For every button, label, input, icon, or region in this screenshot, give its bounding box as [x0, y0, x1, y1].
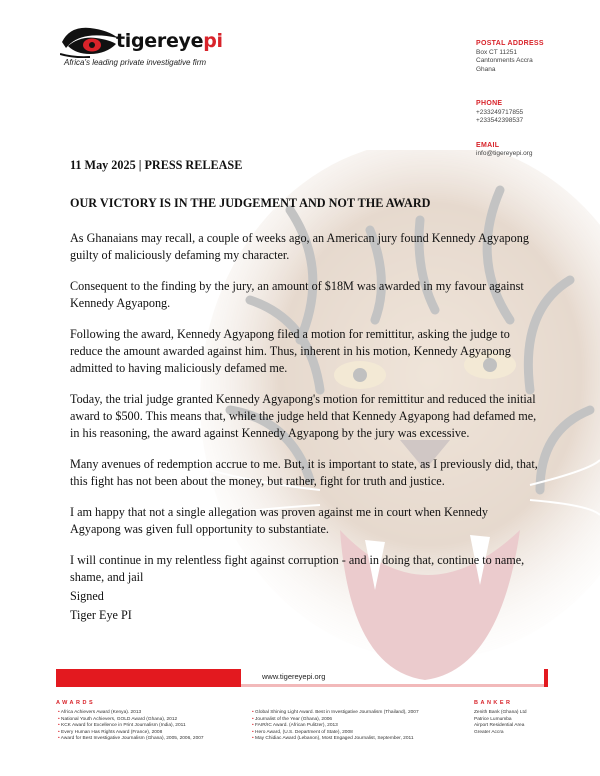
banker-line: Zenith Bank (Ghana) Ltd — [474, 710, 527, 715]
award-item: • Global Shining Light Award. Best in Investigative Journalism (Thailand), 2007 — [252, 710, 462, 717]
brand-name-main: tigereye — [116, 30, 204, 52]
awards-list-left — [58, 710, 248, 743]
award-item: • FAIR/IC Award. (African Pulitzer), 2013 — [252, 723, 462, 730]
award-item: • Every Human Has Rights Award (France), 2008 — [58, 730, 248, 737]
brand-logo — [60, 22, 260, 70]
press-release-body — [70, 157, 540, 624]
body-paragraph: As Ghanaians may recall, a couple of weeks ago, an American jury found Kennedy Agyapong guilty of maliciously defaming my character. — [70, 231, 529, 262]
phone-label: PHONE — [476, 100, 503, 107]
award-item: • Journalist of the Year (Ghana), 2006 — [252, 717, 462, 724]
body-paragraph: Consequent to the finding by the jury, an amount of $18M was awarded in my favour against Kennedy Agyapong. — [70, 279, 524, 310]
headline: OUR VICTORY IS IN THE JUDGEMENT AND NOT THE AWARD — [70, 196, 431, 210]
phone-number: +233249717855 — [476, 108, 524, 116]
award-item: • Hero Award, (U.S. Department of State), 2008 — [252, 730, 462, 737]
banker-label: BANKER — [474, 700, 513, 706]
banker-line: Greater Accra — [474, 729, 504, 735]
banker-details — [474, 710, 564, 736]
postal-line: Box CT 11251 — [476, 48, 517, 56]
banker-line: Patrice Lumumba — [474, 716, 512, 722]
signed-label: Signed — [70, 589, 104, 603]
award-item: • National Youth Achievers, GOLD Award (Ghana), 2012 — [58, 717, 248, 724]
signatory: Tiger Eye PI — [70, 608, 132, 622]
phone-number: +233542398537 — [476, 117, 524, 124]
dateline: 11 May 2025 | PRESS RELEASE — [70, 158, 243, 172]
award-item: • Award for Best Investigative Journalism (Ghana), 2005, 2006, 2007 — [58, 736, 248, 743]
tiger-eye-logo-icon — [60, 24, 122, 58]
award-item: • Africa Achievers Award (Kenya). 2013 — [58, 710, 248, 717]
footer-red-bar — [56, 669, 241, 687]
footer-red-tab — [544, 669, 548, 687]
banker-line: Airport Residential Area — [474, 723, 525, 729]
postal-line: Ghana — [476, 65, 496, 73]
award-item: • KCK Award for Excellence in Print Journalism (India), 2011 — [58, 723, 248, 730]
postal-line: Cantonments Accra — [476, 57, 533, 64]
body-paragraph: Following the award, Kennedy Agyapong filed a motion for remittitur, asking the judge to reduce the amount awarded against him. Thus, inherent in his motion, Kennedy Agyapong admitted to having maliciously defamed me. — [70, 327, 511, 375]
brand-tagline: Africa's leading private investigative firm — [64, 58, 207, 67]
brand-name — [116, 30, 223, 52]
body-paragraph: Today, the trial judge granted Kennedy Agyapong's motion for remittitur and reduced the initial award to $500. This means that, while the judge held that Kennedy Agyapong had defamed me, in his reasoning, the award against Kennedy Agyapong by the jury was excessive. — [70, 392, 537, 440]
footer-divider — [241, 684, 544, 687]
body-paragraph: Many avenues of redemption accrue to me. But, it is important to state, as I previously did, that, this fight has not been about the money, but rather, fight for truth and justice. — [70, 457, 538, 488]
body-paragraph: I am happy that not a single allegation was proven against me in court when Kennedy Agyapong was given full opportunity to substantiate. — [70, 505, 488, 536]
contact-block — [476, 40, 586, 159]
awards-label: AWARDS — [56, 700, 96, 706]
email-address: info@tigereyepi.org — [476, 150, 533, 157]
body-paragraph: I will continue in my relentless fight against corruption - and in doing that, continue to name, shame, and jail — [70, 553, 525, 584]
award-item: • May Chidiac Award (Lebanon), Most Engaged Journalist, September, 2011 — [252, 736, 462, 743]
brand-name-suffix: pi — [203, 30, 223, 52]
email-label: EMAIL — [476, 141, 500, 149]
website-link[interactable]: www.tigereyepi.org — [262, 672, 326, 681]
postal-label: POSTAL ADDRESS — [476, 40, 544, 47]
awards-list-right — [252, 710, 462, 743]
